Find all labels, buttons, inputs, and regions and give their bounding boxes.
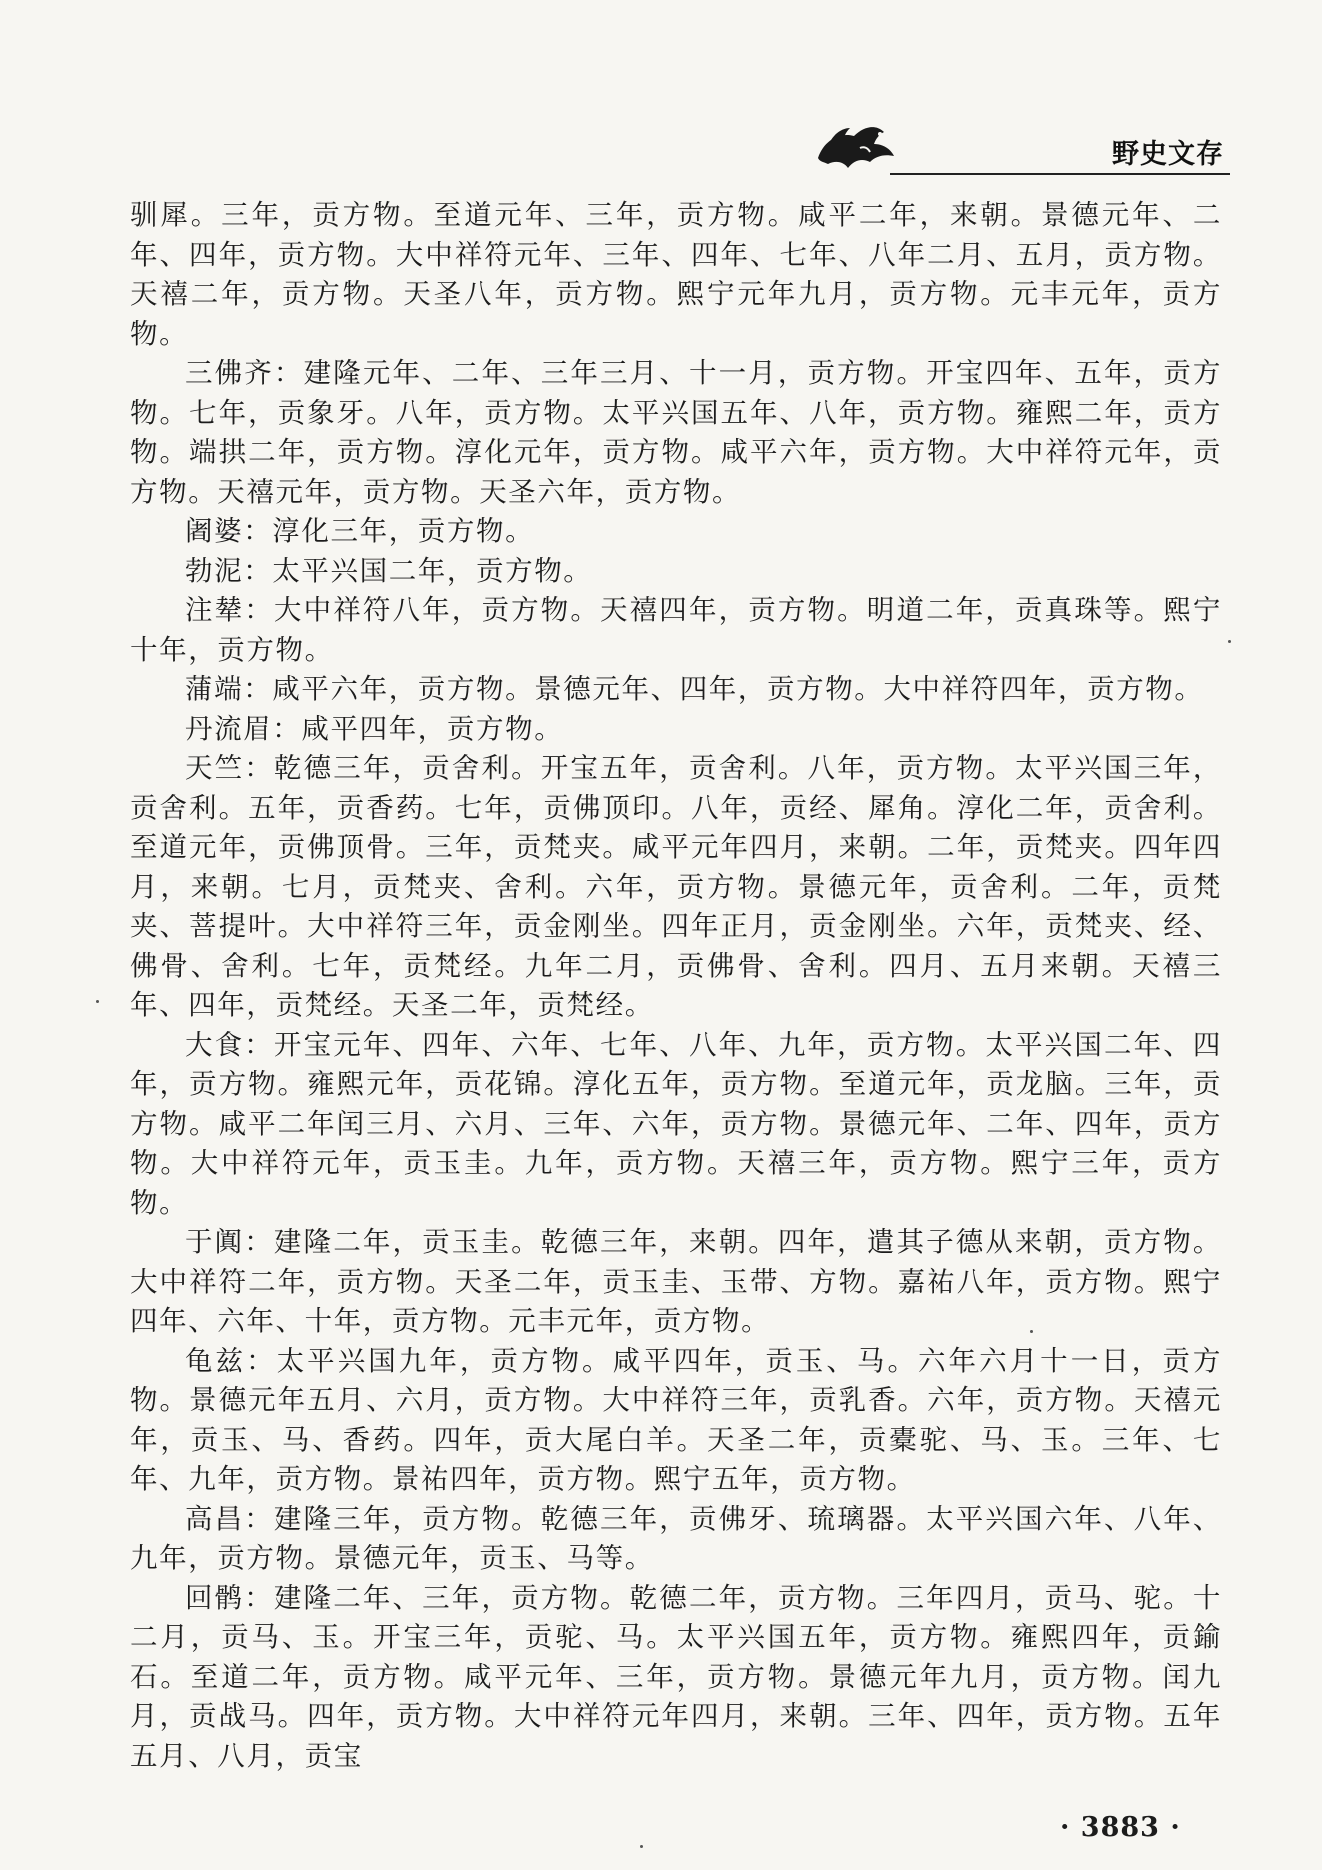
paragraph: 勃泥：太平兴国二年，贡方物。 — [185, 554, 593, 587]
paragraph: 大食：开宝元年、四年、六年、七年、八年、九年，贡方物。太平兴国二年、四年，贡方物。雍熙元年，贡花锦。淳化五年，贡方物。至道元年，贡龙脑。三年，贡方物。咸平二年闰三月、六月、三年、六年，贡方物。景德元年、二年、四年，贡方物。大中祥符元年，贡玉圭。九年，贡方物。天禧三年，贡方物。熙宁三年，贡方物。 — [130, 1028, 1222, 1219]
paragraph: 于阗：建隆二年，贡玉圭。乾德三年，来朝。四年，遣其子德从来朝，贡方物。大中祥符二年，贡方物。天圣二年，贡玉圭、玉带、方物。嘉祐八年，贡方物。熙宁四年、六年、十年，贡方物。元丰元年，贡方物。 — [130, 1226, 1222, 1337]
paragraph: 阇婆：淳化三年，贡方物。 — [185, 515, 535, 547]
scan-speck — [640, 1845, 643, 1848]
page-number: · 3883 · — [1060, 1812, 1181, 1843]
paragraph: 蒲端：咸平六年，贡方物。景德元年、四年，贡方物。大中祥符四年，贡方物。 — [185, 673, 1204, 705]
paragraph: 天竺：乾德三年，贡舍利。开宝五年，贡舍利。八年，贡方物。太平兴国三年，贡舍利。五年，贡香药。七年，贡佛顶印。八年，贡经、犀角。淳化二年，贡舍利。至道元年，贡佛顶骨。三年，贡梵夹。咸平元年四月，来朝。二年，贡梵夹。四年四月，来朝。七月，贡梵夹、舍利。六年，贡方物。景德元年，贡舍利。二年，贡梵夹、菩提叶。大中祥符三年，贡金刚坐。四年正月，贡金刚坐。六年，贡梵夹、经、佛骨、舍利。七年，贡梵经。九年二月，贡佛骨、舍利。四月、五月来朝。天禧三年、四年，贡梵经。天圣二年，贡梵经。 — [130, 752, 1222, 1021]
paragraph: 注辇：大中祥符八年，贡方物。天禧四年，贡方物。明道二年，贡真珠等。熙宁十年，贡方物。 — [130, 594, 1222, 666]
text-body — [130, 196, 1222, 1776]
paragraph: 丹流眉：咸平四年，贡方物。 — [185, 712, 564, 745]
dragon-emblem-icon — [810, 118, 900, 174]
running-header — [810, 118, 1230, 178]
paragraph: 三佛齐：建隆元年、二年、三年三月、十一月，贡方物。开宝四年、五年，贡方物。七年，贡象牙。八年，贡方物。太平兴国五年、八年，贡方物。雍熙二年，贡方物。端拱二年，贡方物。淳化元年，贡方物。咸平六年，贡方物。大中祥符元年，贡方物。天禧元年，贡方物。天圣六年，贡方物。 — [130, 357, 1222, 508]
scan-speck — [1228, 640, 1231, 643]
paragraph: 回鹘：建隆二年、三年，贡方物。乾德二年，贡方物。三年四月，贡马、驼。十二月，贡马、玉。开宝三年，贡驼、马。太平兴国五年，贡方物。雍熙四年，贡鍮石。至道二年，贡方物。咸平元年、三年，贡方物。景德元年九月，贡方物。闰九月，贡战马。四年，贡方物。大中祥符元年四月，来朝。三年、四年，贡方物。五年五月、八月，贡宝 — [130, 1581, 1222, 1772]
paragraph: 驯犀。三年，贡方物。至道元年、三年，贡方物。咸平二年，来朝。景德元年、二年、四年，贡方物。大中祥符元年、三年、四年、七年、八年二月、五月，贡方物。天禧二年，贡方物。天圣八年，贡方物。熙宁元年九月，贡方物。元丰元年，贡方物。 — [130, 199, 1222, 350]
series-title: 野史文存 — [1112, 139, 1224, 170]
header-rule — [890, 173, 1230, 175]
paragraph: 龟兹：太平兴国九年，贡方物。咸平四年，贡玉、马。六年六月十一日，贡方物。景德元年五月、六月，贡方物。大中祥符三年，贡乳香。六年，贡方物。天禧元年，贡玉、马、香药。四年，贡大尾白羊。天圣二年，贡橐驼、马、玉。三年、七年、九年，贡方物。景祐四年，贡方物。熙宁五年，贡方物。 — [130, 1344, 1222, 1495]
scan-speck — [1030, 1330, 1033, 1333]
scan-speck — [96, 1000, 99, 1003]
paragraph: 高昌：建隆三年，贡方物。乾德三年，贡佛牙、琉璃器。太平兴国六年、八年、九年，贡方物。景德元年，贡玉、马等。 — [130, 1502, 1222, 1574]
